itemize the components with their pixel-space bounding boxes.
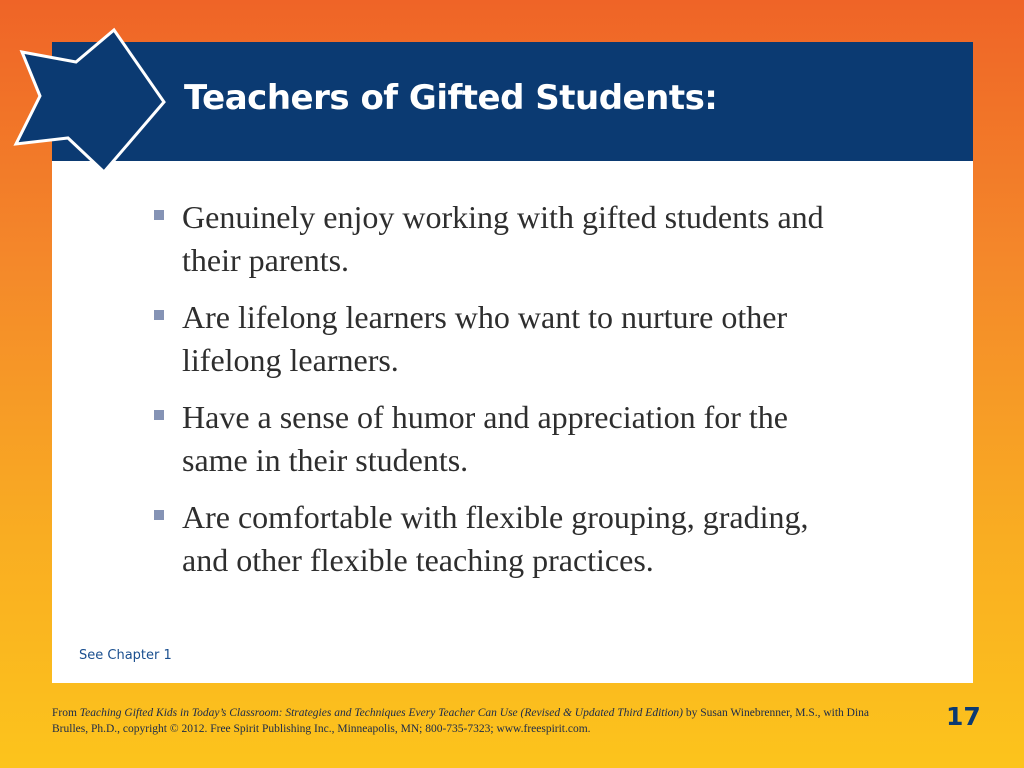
bullet-text: Have a sense of humor and appreciation for the same in their students. (182, 399, 788, 478)
bullet-item (152, 396, 852, 482)
square-bullet-icon (154, 210, 164, 220)
bullet-list (152, 196, 852, 596)
credit-prefix: From (52, 707, 80, 719)
book-title: Teaching Gifted Kids in Today’s Classroom: Strategies and Techniques Every Teacher Can Use (Revised & Updated Third Edition) (79, 707, 683, 719)
square-bullet-icon (154, 410, 164, 420)
bullet-text: Are lifelong learners who want to nurture other lifelong learners. (182, 299, 788, 378)
credit-suffix: by Susan Winebrenner, M.S., with Dina Brulles, Ph.D., copyright © 2012. Free Spirit Publishing Inc., Minneapolis, MN; 800-735-7323; www.freespirit.com. (52, 707, 870, 735)
bullet-text: Genuinely enjoy working with gifted students and their parents. (182, 199, 824, 278)
bullet-item (152, 196, 852, 282)
star-icon (0, 0, 200, 200)
square-bullet-icon (154, 510, 164, 520)
page-number: 17 (946, 702, 981, 731)
square-bullet-icon (154, 310, 164, 320)
chapter-reference: See Chapter 1 (79, 648, 172, 663)
bullet-text: Are comfortable with flexible grouping, grading, and other flexible teaching practices. (182, 499, 809, 578)
slide-title: Teachers of Gifted Students: (184, 78, 718, 118)
source-credit (52, 705, 892, 737)
bullet-item (152, 296, 852, 382)
bullet-item (152, 496, 852, 582)
